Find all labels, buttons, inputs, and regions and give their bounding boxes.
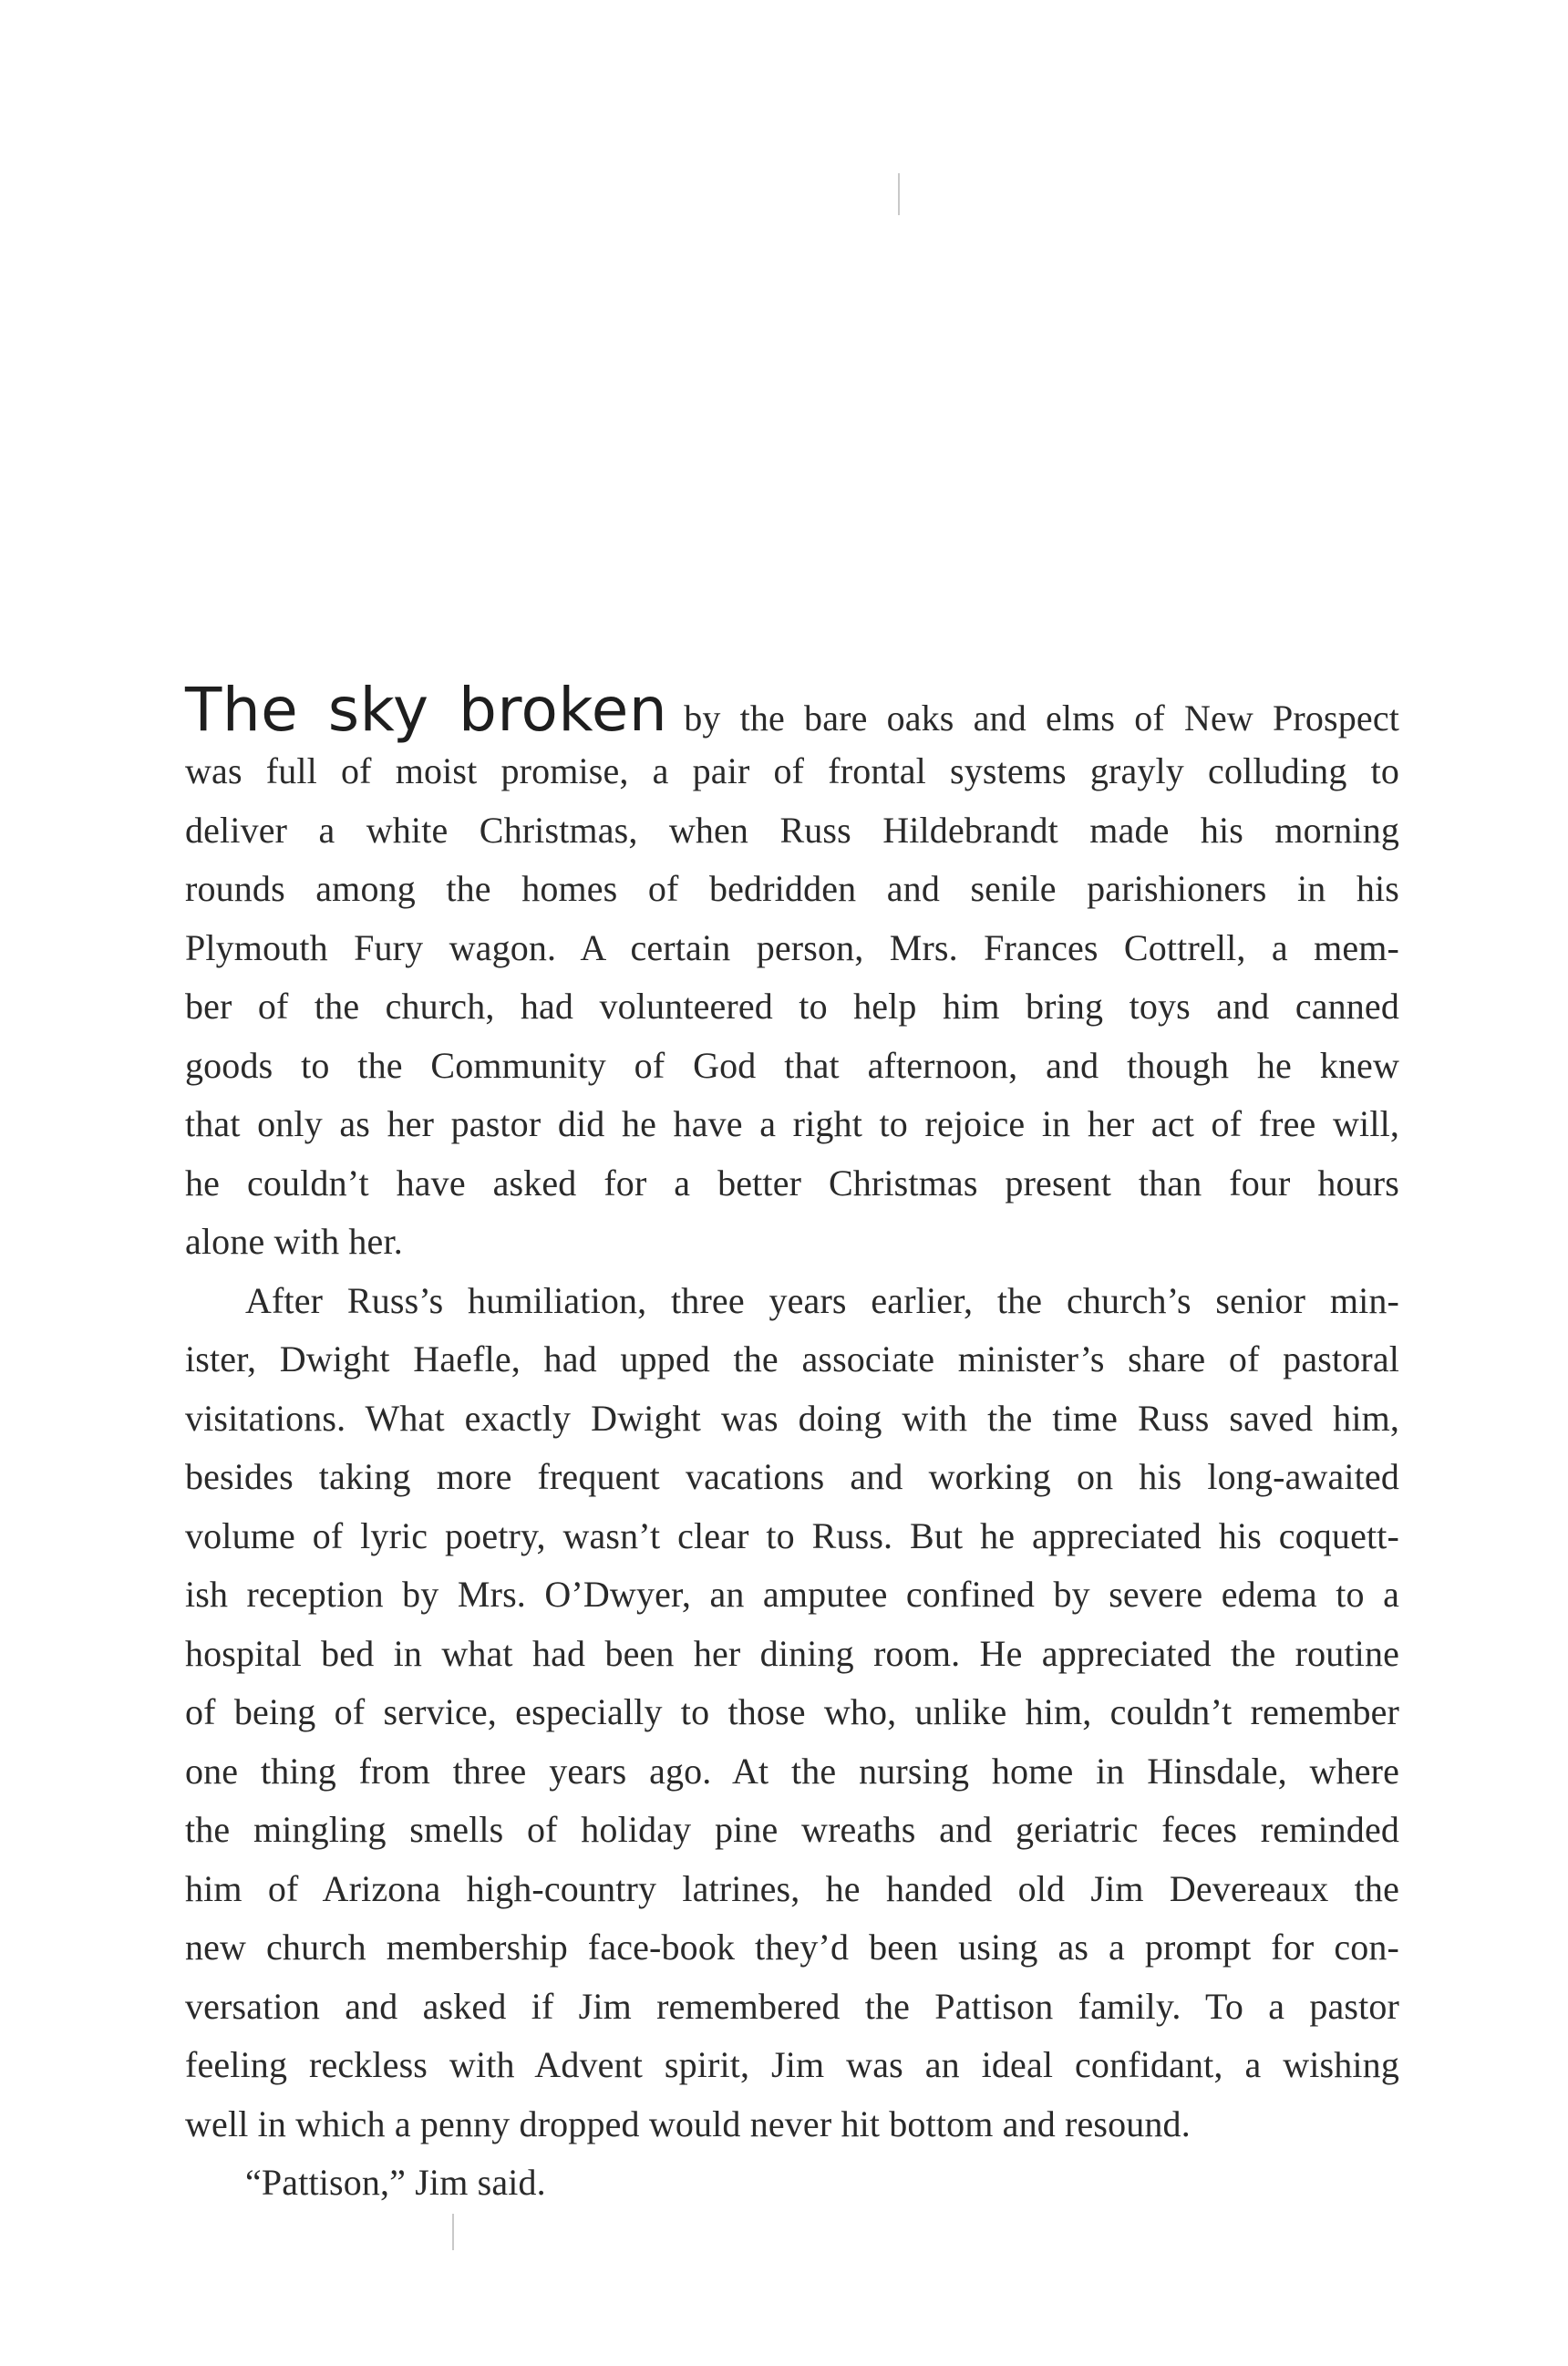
paragraph-1-last-line: alone with her.	[185, 1221, 403, 1262]
paragraph-2-line: him of Arizona high-country latrines, he handed old Jim Devereaux the	[185, 1867, 1399, 1909]
paragraph-1-line: ber of the church, had volunteered to help him bring toys and canned	[185, 986, 1399, 1027]
paragraph-2-line: besides taking more frequent vacations and working on his long-awaited	[185, 1456, 1399, 1497]
paragraph-2-line: volume of lyric poetry, wasn’t clear to Russ. But he appreciated his coquett-	[185, 1514, 1399, 1556]
paragraph-2-line: new church membership face-book they’d been using as a prompt for con-	[185, 1927, 1399, 1968]
opening-line-text: by the bare oaks and elms of New Prospect	[684, 697, 1399, 739]
chapter-text	[185, 675, 1399, 2213]
paragraph-2-last-line: well in which a penny dropped would never hit bottom and resound.	[185, 2103, 1191, 2144]
paragraph-2-first-line: After Russ’s humiliation, three years earlier, the church’s senior min-	[245, 1279, 1399, 1321]
paragraph-1-line: deliver a white Christmas, when Russ Hildebrandt made his morning	[185, 809, 1399, 851]
paragraph-2-line: one thing from three years ago. At the nursing home in Hinsdale, where	[185, 1750, 1399, 1792]
paragraph-3-line: “Pattison,” Jim said.	[245, 2162, 546, 2203]
scan-mark-top	[898, 173, 900, 215]
paragraph-2-line: hospital bed in what had been her dining room. He appreciated the routine	[185, 1632, 1399, 1674]
chapter-lead-in: The sky broken	[185, 675, 668, 745]
paragraph-2-line: of being of service, especially to those who, unlike him, couldn’t remember	[185, 1691, 1399, 1732]
scan-mark-bottom	[452, 2214, 454, 2250]
paragraph-1-line: Plymouth Fury wagon. A certain person, Mrs. Frances Cottrell, a mem-	[185, 926, 1399, 968]
paragraph-1-line: rounds among the homes of bedridden and senile parishioners in his	[185, 868, 1399, 909]
paragraph-2-line: ish reception by Mrs. O’Dwyer, an amputee confined by severe edema to a	[185, 1574, 1399, 1615]
paragraph-1-line: that only as her pastor did he have a right to rejoice in her act of free will,	[185, 1103, 1399, 1144]
paragraph-1-line: goods to the Community of God that afternoon, and though he knew	[185, 1044, 1399, 1086]
paragraph-1-line: was full of moist promise, a pair of frontal systems grayly colluding to	[185, 750, 1399, 791]
paragraph-1-line: he couldn’t have asked for a better Christmas present than four hours	[185, 1162, 1399, 1204]
paragraph-2-line: feeling reckless with Advent spirit, Jim was an ideal confidant, a wishing	[185, 2044, 1399, 2085]
opening-line	[185, 675, 1399, 745]
paragraph-2-line: the mingling smells of holiday pine wreaths and geriatric feces reminded	[185, 1809, 1399, 1850]
paragraph-2-line: versation and asked if Jim remembered the Pattison family. To a pastor	[185, 1985, 1399, 2027]
paragraph-2-line: visitations. What exactly Dwight was doing with the time Russ saved him,	[185, 1397, 1399, 1439]
paragraph-2-line: ister, Dwight Haefle, had upped the associate minister’s share of pastoral	[185, 1338, 1399, 1379]
